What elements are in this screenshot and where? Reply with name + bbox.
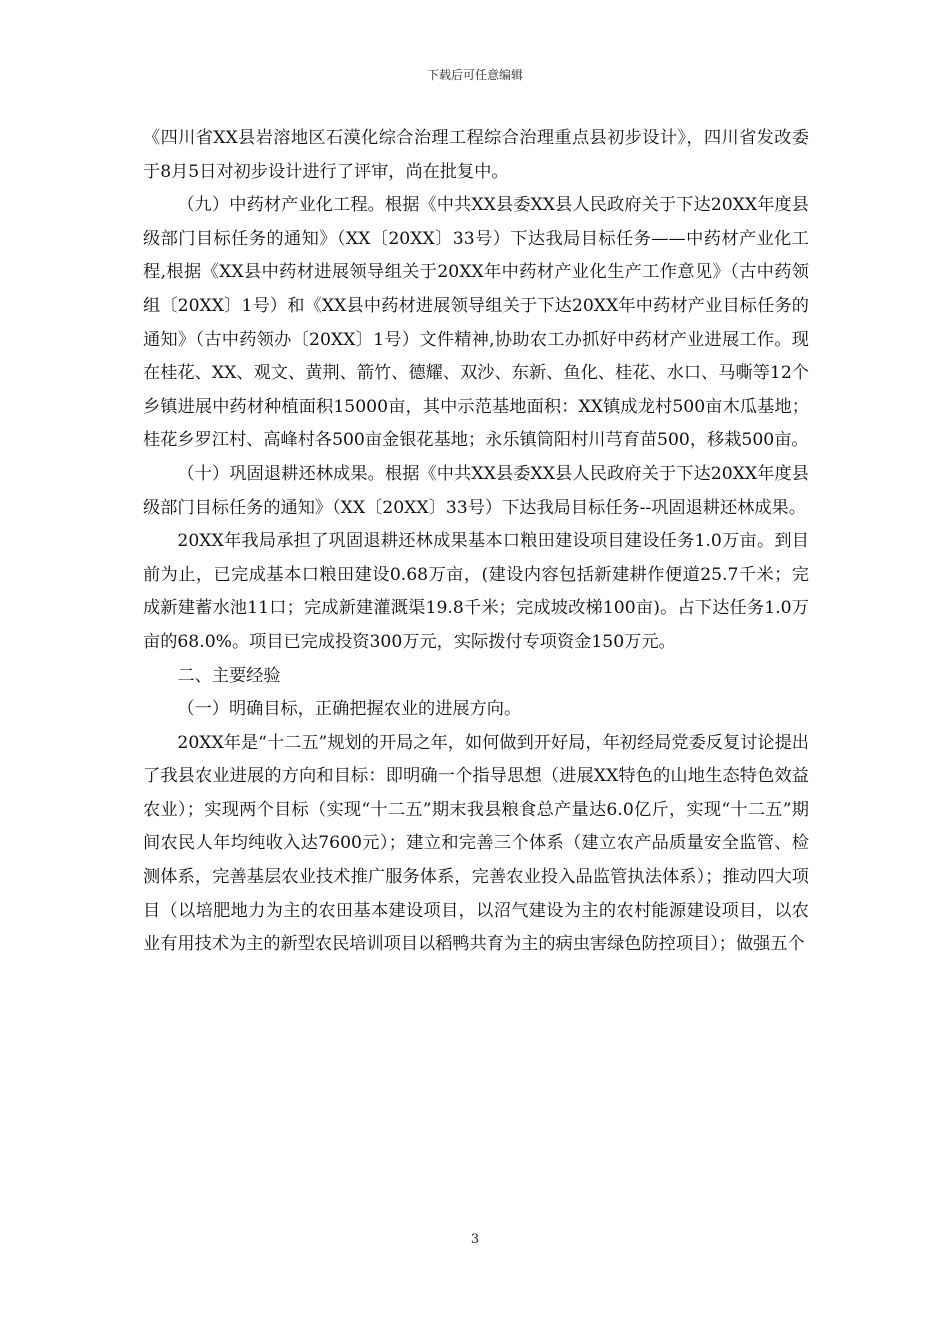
paragraph-3: （十）巩固退耕还林成果。根据《中共XX县委XX县人民政府关于下达20XX年度县级部门目标任务的通知》（XX〔20XX〕33号）下达我局目标任务--巩固退耕还林成果。: [143, 463, 809, 518]
paragraph-5: 20XX年是“十二五”规划的开局之年，如何做到开好局，年初经局党委反复讨论提出了我县农业进展的方向和目标：即明确一个指导思想（进展XX特色的山地生态特色效益农业）；实现两个目标（实现“十二五”期末我县粮食总产量达6.0亿斤，实现“十二五”期间农民人年均纯收入达7600元）；建立和完善三个体系（建立农产品质量安全监管、检测体系，完善基层农业技术推广服务体系，完善农业投入品监管执法体系）；推动四大项目（以培肥地力为主的农田基本建设项目，以沼气建设为主的农村能源建设项目，以农业有用技术为主的新型农民培训项目以稻鸭共育为主的病虫害绿色防控项目）；做强五个: [143, 732, 809, 955]
paragraph-4: 20XX年我局承担了巩固退耕还林成果基本口粮田建设项目建设任务1.0万亩。到目前为止，已完成基本口粮田建设0.68万亩，(建设内容包括新建耕作便道25.7千米；完成新建蓄水池11口；完成新建灌溉渠19.8千米；完成坡改梯100亩)。占下达任务1.0万亩的68.0%。项目已完成投资300万元，实际拨付专项资金150万元。: [143, 531, 809, 652]
page-number: 3: [470, 1232, 480, 1247]
section-heading: 二、主要经验: [177, 665, 281, 686]
subsection-heading: （一）明确目标，正确把握农业的进展方向。: [177, 699, 522, 720]
document-body: [143, 122, 809, 962]
page-header: 下载后可任意编辑: [426, 68, 523, 82]
paragraph-1: 《四川省XX县岩溶地区石漠化综合治理工程综合治理重点县初步设计》，四川省发改委于8月5日对初步设计进行了评审，尚在批复中。: [143, 128, 809, 182]
paragraph-2: （九）中药材产业化工程。根据《中共XX县委XX县人民政府关于下达20XX年度县级部门目标任务的通知》（XX〔20XX〕33号）下达我局目标任务——中药材产业化工程,根据《XX县中药材进展领导组关于20XX年中药材产业化生产工作意见》（古中药领组〔20XX〕1号）和《XX县中药材进展领导组关于下达20XX年中药材产业目标任务的通知》（古中药领办〔20XX〕1号）文件精神,协助农工办抓好中药材产业进展工作。现在桂花、XX、观文、黄荆、箭竹、德耀、双沙、东新、鱼化、桂花、水口、马嘶等12个乡镇进展中药材种植面积15000亩，其中示范基地面积：XX镇成龙村500亩木瓜基地；桂花乡罗江村、高峰村各500亩金银花基地；永乐镇筒阳村川芎育苗500，移栽500亩。: [143, 195, 809, 451]
